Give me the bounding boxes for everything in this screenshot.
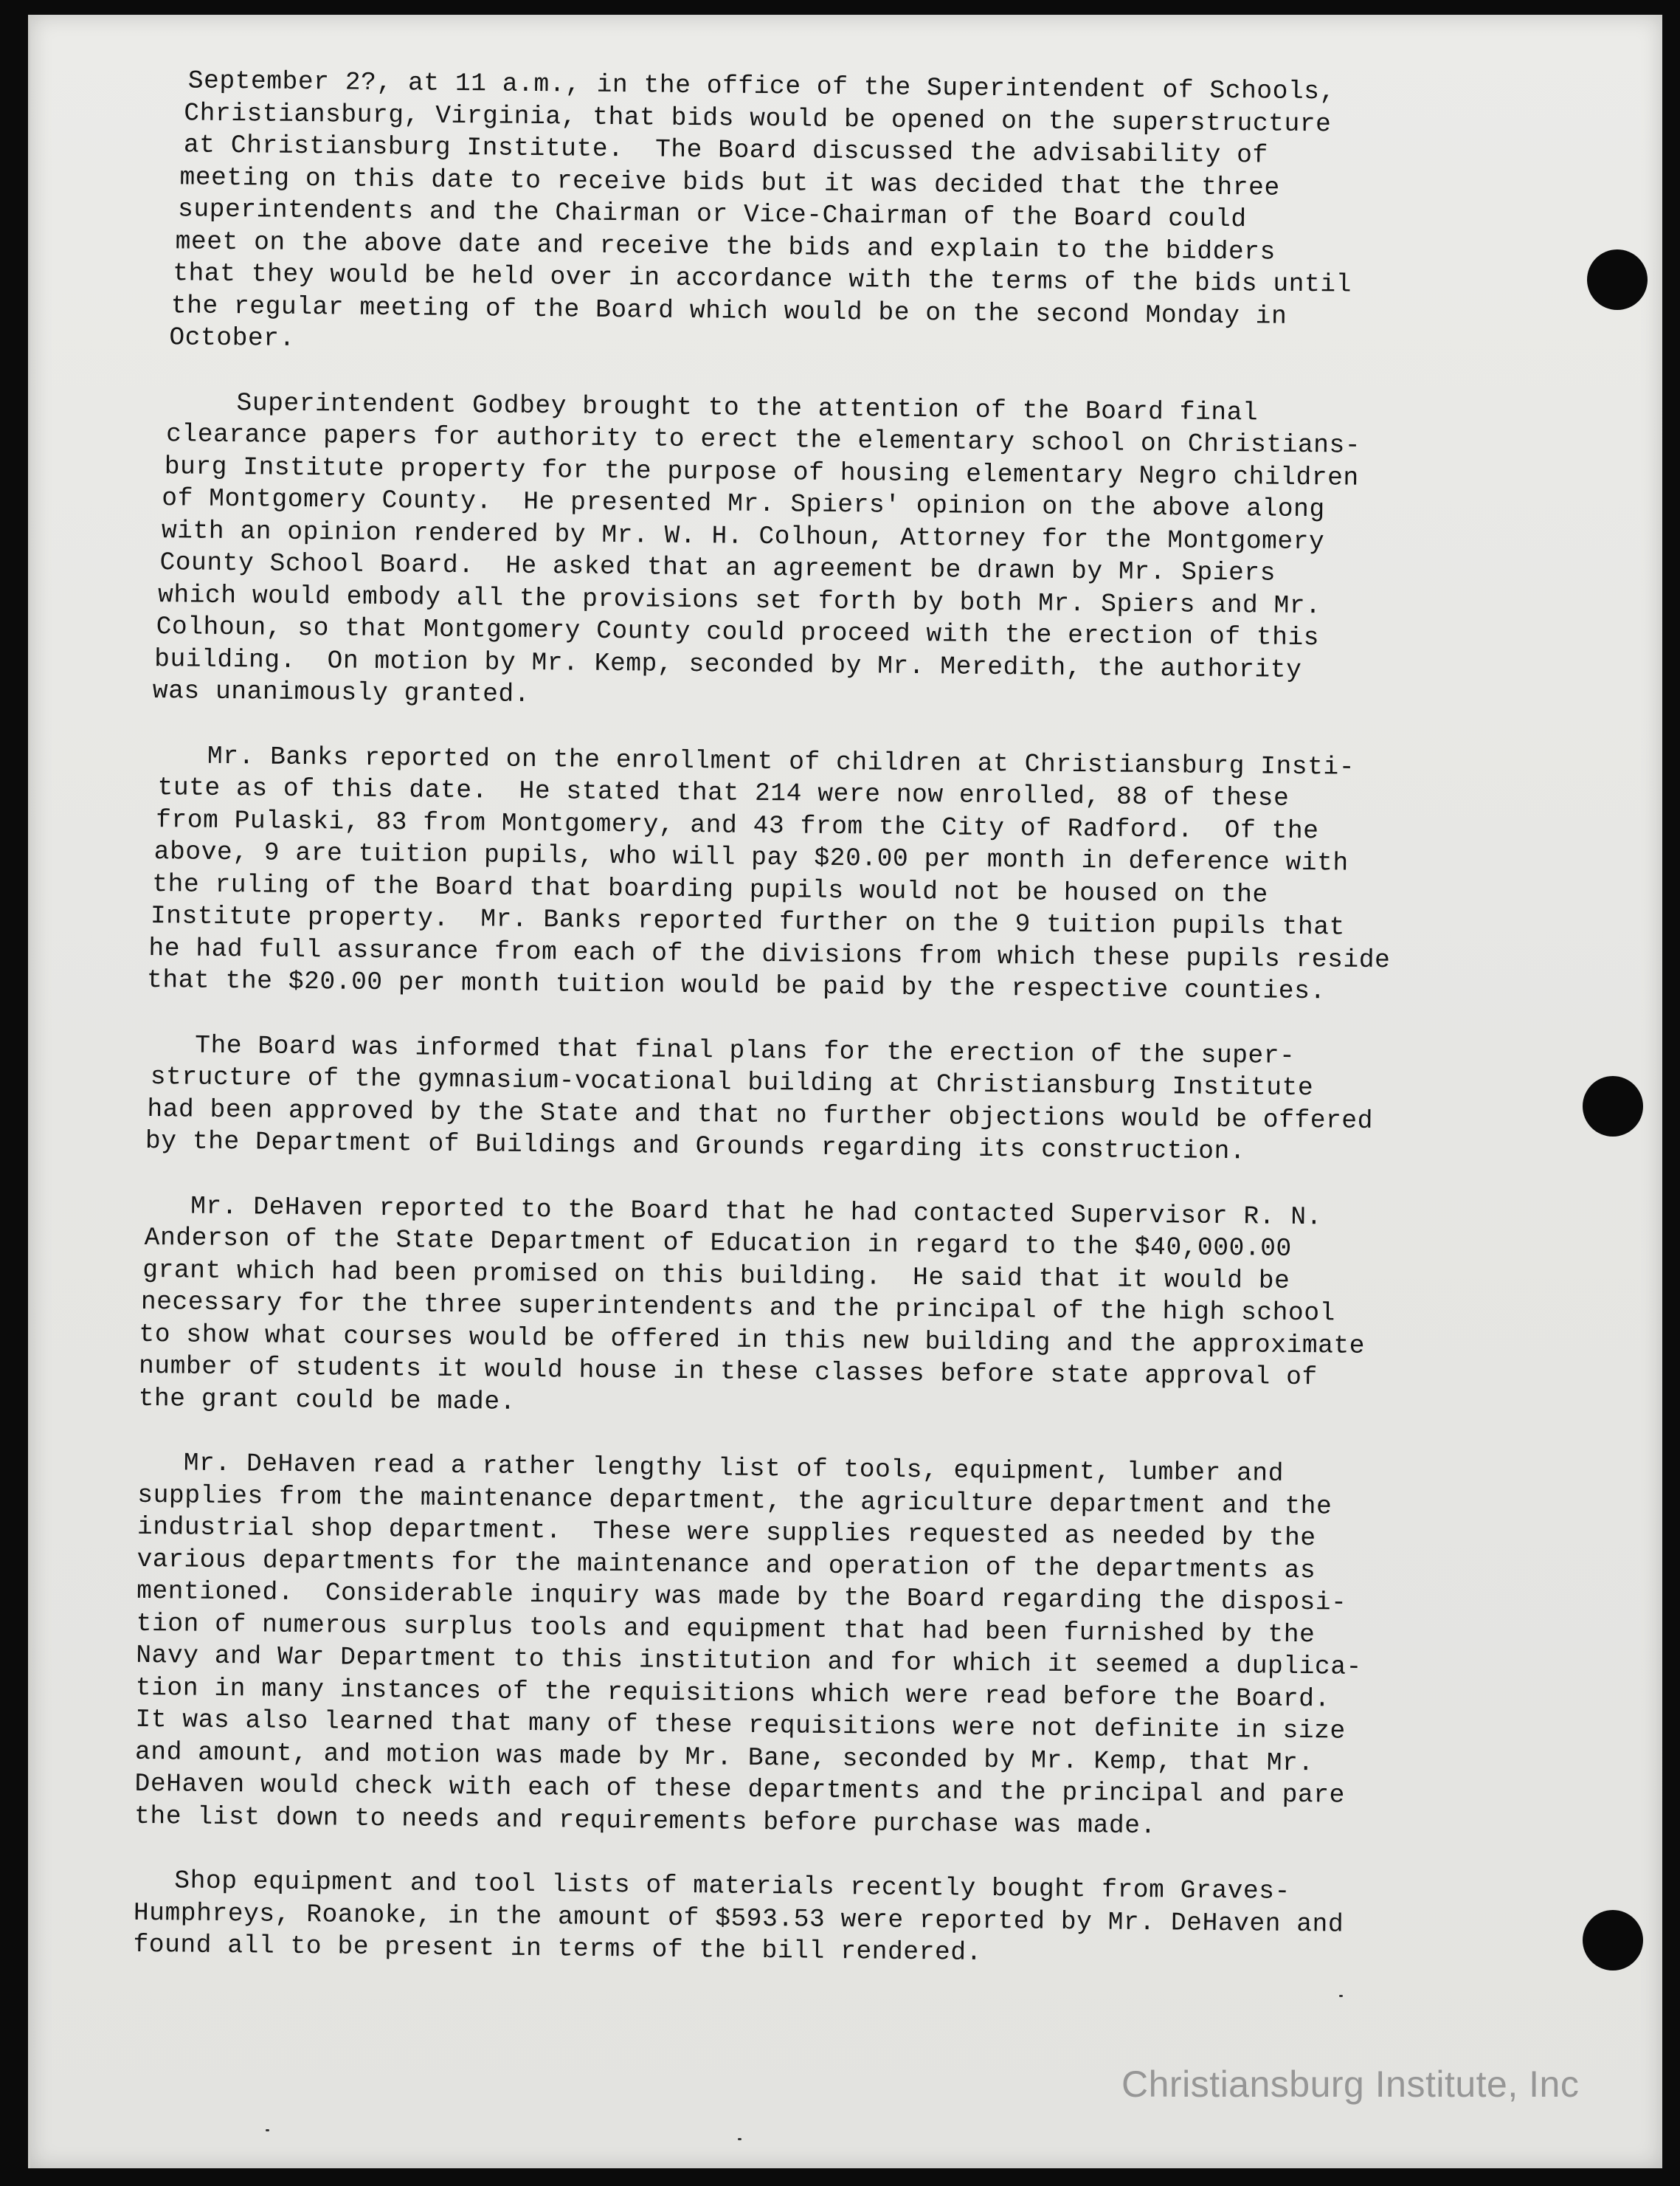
paragraph-bid-opening xyxy=(148,65,1472,367)
punch-hole-top xyxy=(1587,249,1648,310)
text-line: tion in many instances of the requisitions which were read before the Board. xyxy=(135,1673,1331,1714)
text-line: number of students it would house in these classes before state approval of xyxy=(138,1351,1318,1393)
text-line: of Montgomery County. He presented Mr. Spiers' opinion on the above along xyxy=(162,484,1325,525)
paragraph-gymnasium-plans xyxy=(141,1029,1463,1170)
paper-speck xyxy=(266,2129,269,2131)
text-line: DeHaven would check with each of these departments and the principal and pare xyxy=(134,1769,1346,1810)
text-line: Humphreys, Roanoke, in the amount of $593.53 were reported by Mr. DeHaven and xyxy=(133,1898,1344,1940)
text-line: he had full assurance from each of the divisions from which these pupils reside xyxy=(148,934,1391,975)
text-line: grant which had been promised on this building. He said that it would be xyxy=(142,1255,1290,1296)
text-line: Christiansburg, Virginia, that bids would be opened on the superstructure xyxy=(184,98,1332,139)
paragraph-shop-equipment xyxy=(133,1865,1454,1974)
text-line: Mr. DeHaven reported to the Board that he had contacted Supervisor R. N. xyxy=(190,1192,1323,1232)
paragraph-clearance-papers xyxy=(145,386,1469,720)
paragraph-grant-report xyxy=(138,1190,1461,1427)
text-line: by the Department of Buildings and Grounds regarding its construction. xyxy=(145,1126,1246,1167)
paragraph-enrollment xyxy=(142,739,1465,1009)
text-line: structure of the gymnasium-vocational building at Christiansburg Institute xyxy=(150,1063,1314,1103)
text-line: Superintendent Godbey brought to the attention of the Board final xyxy=(236,388,1259,427)
minutes-text xyxy=(133,65,1472,1974)
text-line: at Christiansburg Institute. The Board discussed the advisability of xyxy=(183,131,1269,170)
text-line: had been approved by the State and that no further objections would be offered xyxy=(147,1094,1374,1136)
text-line: to show what courses would be offered in this new building and the approximate xyxy=(139,1320,1366,1361)
text-line: which would embody all the provisions set forth by both Mr. Spiers and Mr. xyxy=(157,580,1321,621)
text-line: superintendents and the Chairman or Vice-Chairman of the Board could xyxy=(177,195,1247,235)
text-line: the grant could be made. xyxy=(138,1384,516,1417)
text-line: mentioned. Considerable inquiry was made by the Board regarding the disposi- xyxy=(136,1576,1347,1618)
text-line: clearance papers for authority to erect the elementary school on Christians- xyxy=(166,420,1361,461)
text-line: tion of numerous surplus tools and equipment that had been furnished by the xyxy=(136,1609,1316,1649)
text-line: burg Institute property for the purpose of housing elementary Negro children xyxy=(164,452,1359,493)
text-line: The Board was informed that final plans for the erection of the super- xyxy=(195,1031,1296,1071)
text-line: September 2?, at 11 a.m., in the office of the Superintendent of Schools, xyxy=(187,66,1336,107)
paragraph-supplies-list xyxy=(134,1447,1459,1845)
text-line: that they would be held over in accordance with the terms of the bids until xyxy=(173,259,1352,300)
text-line: tute as of this date. He stated that 214 were now enrolled, 88 of these xyxy=(157,773,1290,813)
text-line: County School Board. He asked that an agreement be drawn by Mr. Spiers xyxy=(159,548,1276,588)
text-line: Anderson of the State Department of Education in regard to the $40,000.00 xyxy=(144,1223,1293,1263)
text-line: industrial shop department. These were supplies requested as needed by the xyxy=(136,1512,1316,1554)
text-line: Shop equipment and tool lists of materials recently bought from Graves- xyxy=(174,1866,1291,1906)
text-line: and amount, and motion was made by Mr. Bane, seconded by Mr. Kemp, that Mr. xyxy=(134,1737,1314,1778)
text-line: with an opinion rendered by Mr. W. H. Colhoun, Attorney for the Montgomery xyxy=(161,516,1325,556)
text-line: above, 9 are tuition pupils, who will pay $20.00 per month in deference with xyxy=(153,838,1349,878)
text-line: October. xyxy=(169,323,296,354)
paper-speck xyxy=(1339,1995,1343,1997)
text-line: Mr. Banks reported on the enrollment of children at Christiansburg Insti- xyxy=(207,742,1355,782)
text-line: found all to be present in terms of the bill rendered. xyxy=(133,1930,983,1968)
text-line: that the $20.00 per month tuition would be paid by the respective counties. xyxy=(146,966,1326,1007)
text-line: Colhoun, so that Montgomery County could proceed with the erection of this xyxy=(156,613,1320,653)
text-line: the ruling of the Board that boarding pupils would not be housed on the xyxy=(152,869,1269,910)
text-line: meeting on this date to receive bids but it was decided that the three xyxy=(179,162,1280,203)
text-line: Navy and War Department to this institution and for which it seemed a duplica- xyxy=(136,1641,1363,1682)
text-line: It was also learned that many of these requisitions were not definite in size xyxy=(135,1705,1346,1746)
text-line: various departments for the maintenance and operation of the departments as xyxy=(136,1545,1316,1585)
text-line: the regular meeting of the Board which would be on the second Monday in xyxy=(170,291,1287,331)
text-line: the list down to needs and requirements before purchase was made. xyxy=(134,1801,1157,1841)
text-line: necessary for the three superintendents and the principal of the high school xyxy=(140,1287,1336,1328)
text-line: Institute property. Mr. Banks reported further on the 9 tuition pupils that xyxy=(150,902,1346,942)
punch-hole-middle xyxy=(1583,1076,1643,1137)
text-line: meet on the above date and receive the bids and explain to the bidders xyxy=(175,227,1276,267)
watermark: Christiansburg Institute, Inc xyxy=(1121,2063,1580,2105)
text-line: building. On motion by Mr. Kemp, seconded by Mr. Meredith, the authority xyxy=(154,644,1302,685)
punch-hole-bottom xyxy=(1583,1910,1643,1970)
text-line: Mr. DeHaven read a rather lengthy list of tools, equipment, lumber and xyxy=(183,1449,1285,1489)
paper-speck xyxy=(738,2138,742,2140)
text-line: supplies from the maintenance department, the agriculture department and the xyxy=(137,1480,1332,1521)
text-line: was unanimously granted. xyxy=(152,677,530,709)
text-line: from Pulaski, 83 from Montgomery, and 43 from the City of Radford. Of the xyxy=(155,805,1319,846)
